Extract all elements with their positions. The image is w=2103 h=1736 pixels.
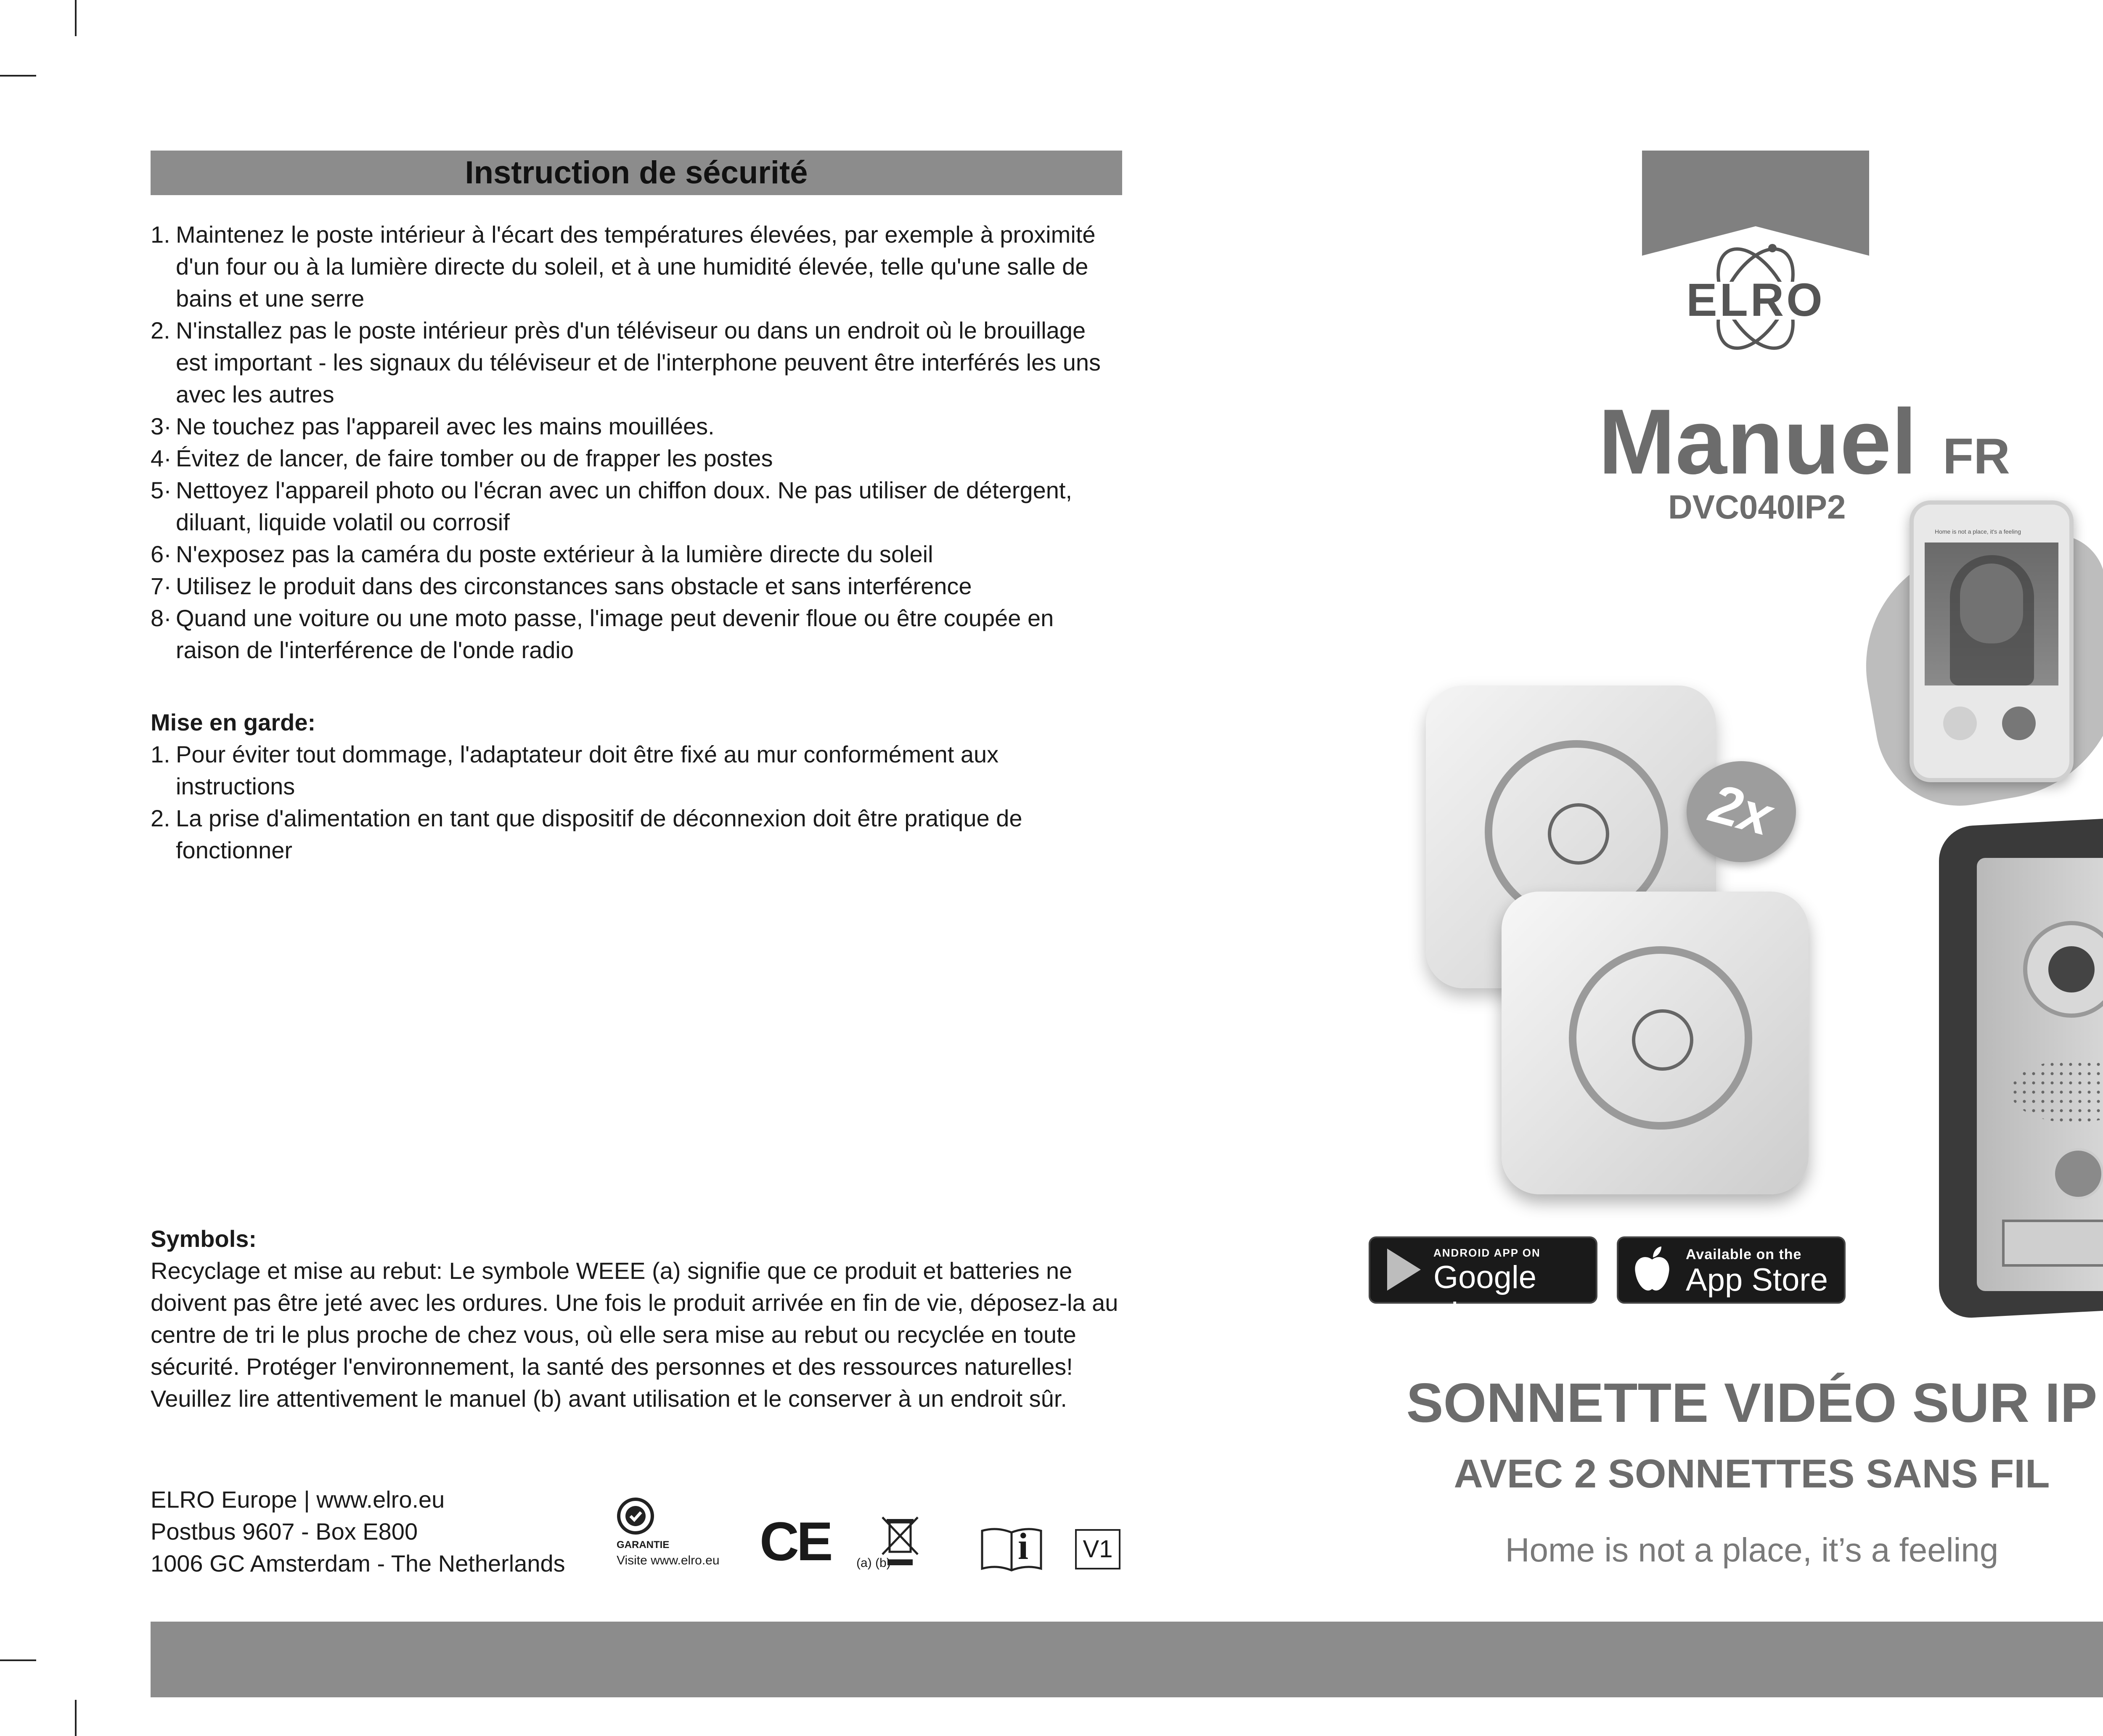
- list-item: 7· Utilisez le produit dans des circonstances sans obstacle et sans interférence: [151, 573, 972, 599]
- apple-icon: [1631, 1245, 1673, 1295]
- warning-list: [151, 738, 1122, 866]
- list-item: 6· N'exposez pas la caméra du poste extérieur à la lumière directe du soleil: [151, 541, 933, 567]
- manual-word: Manuel: [1598, 390, 1917, 493]
- app-store-label: App Store: [1686, 1262, 1828, 1298]
- google-play-icon: [1383, 1246, 1425, 1293]
- address-line: ELRO Europe | www.elro.eu: [151, 1486, 445, 1513]
- phone-screen-video: [1925, 542, 2058, 685]
- smartphone: [1910, 500, 2074, 782]
- symbol-ab-label: (a) (b): [856, 1556, 891, 1570]
- hair-icon: [1950, 555, 2034, 685]
- chime-button: [1632, 1009, 1693, 1071]
- camera-lens: [2023, 921, 2103, 1018]
- list-item: 2. La prise d'alimentation en tant que dispositif de déconnexion doit être pratique de fonctionner: [151, 805, 1022, 863]
- google-play-button[interactable]: [1369, 1236, 1597, 1332]
- list-item: 3· Ne touchez pas l'appareil avec les mains mouillées.: [151, 413, 715, 439]
- ce-mark: CE: [760, 1511, 831, 1572]
- brand-logo-text: ELRO: [1686, 274, 1825, 326]
- manual-book-icon: [980, 1527, 1043, 1573]
- quantity-label: 2x: [1704, 772, 1779, 847]
- list-item: 1. Maintenez le poste intérieur à l'écart des températures élevées, par exemple à proximité d'un four ou à la lumière directe du soleil, et à une humidité élevée, telle qu'une salle de bains et une serre: [151, 221, 1096, 312]
- app-store-small-text: Available on the: [1686, 1246, 1802, 1262]
- lens-center: [2048, 946, 2095, 992]
- safety-list: [151, 219, 1122, 666]
- product-subtitle: AVEC 2 SONNETTES SANS FIL: [1454, 1451, 2050, 1496]
- symbols-title: Symbols:: [151, 1225, 257, 1252]
- garantie-icon: [617, 1497, 654, 1535]
- google-play-small-text: ANDROID APP ON: [1433, 1246, 1541, 1259]
- list-item: 4· Évitez de lancer, de faire tomber ou de frapper les postes: [151, 445, 773, 471]
- chime-button: [1548, 803, 1609, 865]
- google-play-label: Google play: [1433, 1260, 1537, 1332]
- doorbell-panel: [1977, 858, 2103, 1291]
- model-number: DVC040IP2: [1668, 488, 1846, 526]
- name-plate: [2002, 1220, 2103, 1267]
- version-box: V1: [1075, 1529, 1120, 1569]
- phone-status-text: Home is not a place, it's a feeling: [1935, 528, 2021, 535]
- app-store-button[interactable]: [1617, 1236, 1846, 1304]
- phone-unlock-button: [2002, 707, 2036, 740]
- address-line: 1006 GC Amsterdam - The Netherlands: [151, 1550, 565, 1577]
- symbols-text: Recyclage et mise au rebut: Le symbole WEEE (a) signifie que ce produit et batteries ne doivent pas être jeté avec les ordures. Une fois le produit arrivée en fin de vie, déposez-la au centre de tri le plus proche de chez vous, où elle sera mise au rebut ou recyclée en toute sécurité. Protéger l'environnement, la santé des personnes et des ressources naturelles! Veuillez lire attentivement le manuel (b) avant utilisation et le conserver à un endroit sûr.: [151, 1257, 1118, 1412]
- chime-front: [1502, 892, 1809, 1194]
- quantity-badge: [1687, 761, 1796, 862]
- garantie-badge: [617, 1497, 751, 1581]
- safety-title: Instruction de sécurité: [151, 151, 1122, 195]
- list-item: 2. N'installez pas le poste intérieur près d'un téléviseur ou dans un endroit où le brouillage est important - les signaux du téléviseur et de l'interphone peuvent être interférés les uns avec les autres: [151, 317, 1101, 408]
- product-title: SONNETTE VIDÉO SUR IP: [1406, 1372, 2098, 1434]
- list-item: 5· Nettoyez l'appareil photo ou l'écran avec un chiffon doux. Ne pas utiliser de détergent, diluant, liquide volatil ou corrosif: [151, 477, 1073, 535]
- warning-title: Mise en garde:: [151, 709, 316, 736]
- crop-mark: [0, 1659, 36, 1661]
- phone-call-button: [1943, 707, 1977, 740]
- language-code: FR: [1943, 428, 2010, 484]
- garantie-visit: Visite www.elro.eu: [617, 1553, 720, 1567]
- crop-mark: [0, 75, 36, 77]
- slogan: Home is not a place, it’s a feeling: [1505, 1531, 1999, 1569]
- footer-bar: [151, 1622, 2103, 1697]
- speaker-grille: [2010, 1060, 2103, 1123]
- call-button: [2053, 1148, 2103, 1199]
- address-block: [151, 1484, 613, 1580]
- crop-mark: [75, 1700, 77, 1736]
- garantie-label: GARANTIE: [617, 1539, 670, 1551]
- manual-title: [1598, 390, 2010, 503]
- address-line: Postbus 9607 - Box E800: [151, 1518, 418, 1545]
- list-item: 1. Pour éviter tout dommage, l'adaptateur doit être fixé au mur conformément aux instructions: [151, 741, 999, 799]
- manual-info-glyph: i: [1018, 1526, 1029, 1567]
- crop-mark: [75, 0, 77, 36]
- list-item: 8· Quand une voiture ou une moto passe, l'image peut devenir floue ou être coupée en raison de l'interférence de l'onde radio: [151, 605, 1054, 663]
